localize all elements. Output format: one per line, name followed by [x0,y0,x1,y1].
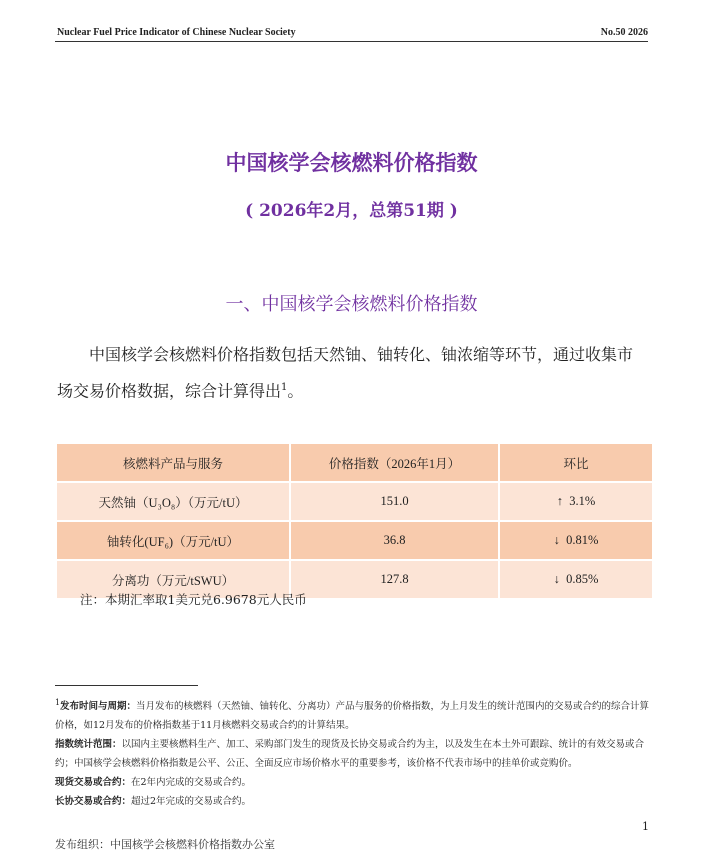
change-value: 0.81% [566,533,599,547]
footnote-text: 在2年内完成的交易或合约。 [131,777,252,789]
footnote-divider [55,685,198,686]
price-cell: 127.8 [291,561,498,598]
intro-paragraph [57,338,648,407]
table-row [57,483,652,520]
header-divider [55,41,648,42]
change-cell [500,483,652,520]
footnote-number: 1 [55,698,61,707]
product-cell: 铀转化(UF₆)（万元/tU） [57,522,289,559]
change-cell [500,561,652,598]
footnote-label: 长协交易或合约： [55,796,132,808]
arrow-down-icon: ↓ [553,533,560,547]
table-header-row [57,444,652,481]
footnote-label: 发布时间与周期： [60,701,137,713]
footnote-label: 指数统计范围： [55,739,122,751]
column-header: 价格指数（2026年1月） [291,444,498,481]
change-value: 3.1% [569,494,596,508]
product-cell: 天然铀（U₃O₈）（万元/tU） [57,483,289,520]
arrow-down-icon: ↓ [553,572,560,586]
product-cell: 分离功（万元/tSWU） [57,561,289,598]
intro-text: 中国核学会核燃料价格指数包括天然铀、铀转化、铀浓缩等环节，通过收集市场交易价格数据，综合计算得出 [57,345,634,401]
footnote [55,693,651,735]
footnote-label: 现货交易或合约： [55,777,132,789]
price-index-table [55,442,654,600]
change-value: 0.85% [566,572,599,586]
change-cell [500,522,652,559]
footnotes [55,693,651,811]
footnote [55,792,651,811]
footnote-text: 以国内主要核燃料生产、加工、采购部门发生的现货及长协交易或合约为主，以及发生在本土外可跟踪、统计的有效交易或合约；中国核学会核燃料价格指数是公平、公正、全面反应市场价格水平的重要参考，该价格不代表市场中的挂单价或竞购价。 [55,739,645,770]
footnote-ref[interactable]: 1 [281,382,288,393]
page-subtitle: ( 2026年2月，总第51期 ) [245,201,458,221]
table-row [57,522,652,559]
footnote [55,735,651,773]
publisher: 发布组织：中国核学会核燃料价格指数办公室 [55,838,275,851]
footnote-text: 超过2年完成的交易或合约。 [131,796,252,808]
section-title: 一、中国核学会核燃料价格指数 [225,294,478,315]
price-cell: 151.0 [291,483,498,520]
footnote-text: 当月发布的核燃料（天然铀、铀转化、分离功）产品与服务的价格指数，为上月发生的统计范围内的交易或合约的综合计算价格，如12月发布的价格指数基于11月核燃料交易或合约的计算结果。 [55,701,650,732]
price-cell: 36.8 [291,522,498,559]
header-title: Nuclear Fuel Price Indicator of Chinese Nuclear Society [57,27,296,38]
arrow-up-icon: ↑ [556,494,563,508]
column-header: 核燃料产品与服务 [57,444,289,481]
intro-end: 。 [287,381,304,401]
header-issue: No.50 2026 [600,27,648,38]
page-title: 中国核学会核燃料价格指数 [225,150,478,175]
exchange-rate-note: 注：本期汇率取1美元兑6.9678元人民币 [80,592,307,607]
column-header: 环比 [500,444,652,481]
footnote [55,773,651,792]
page-number: 1 [642,820,649,833]
